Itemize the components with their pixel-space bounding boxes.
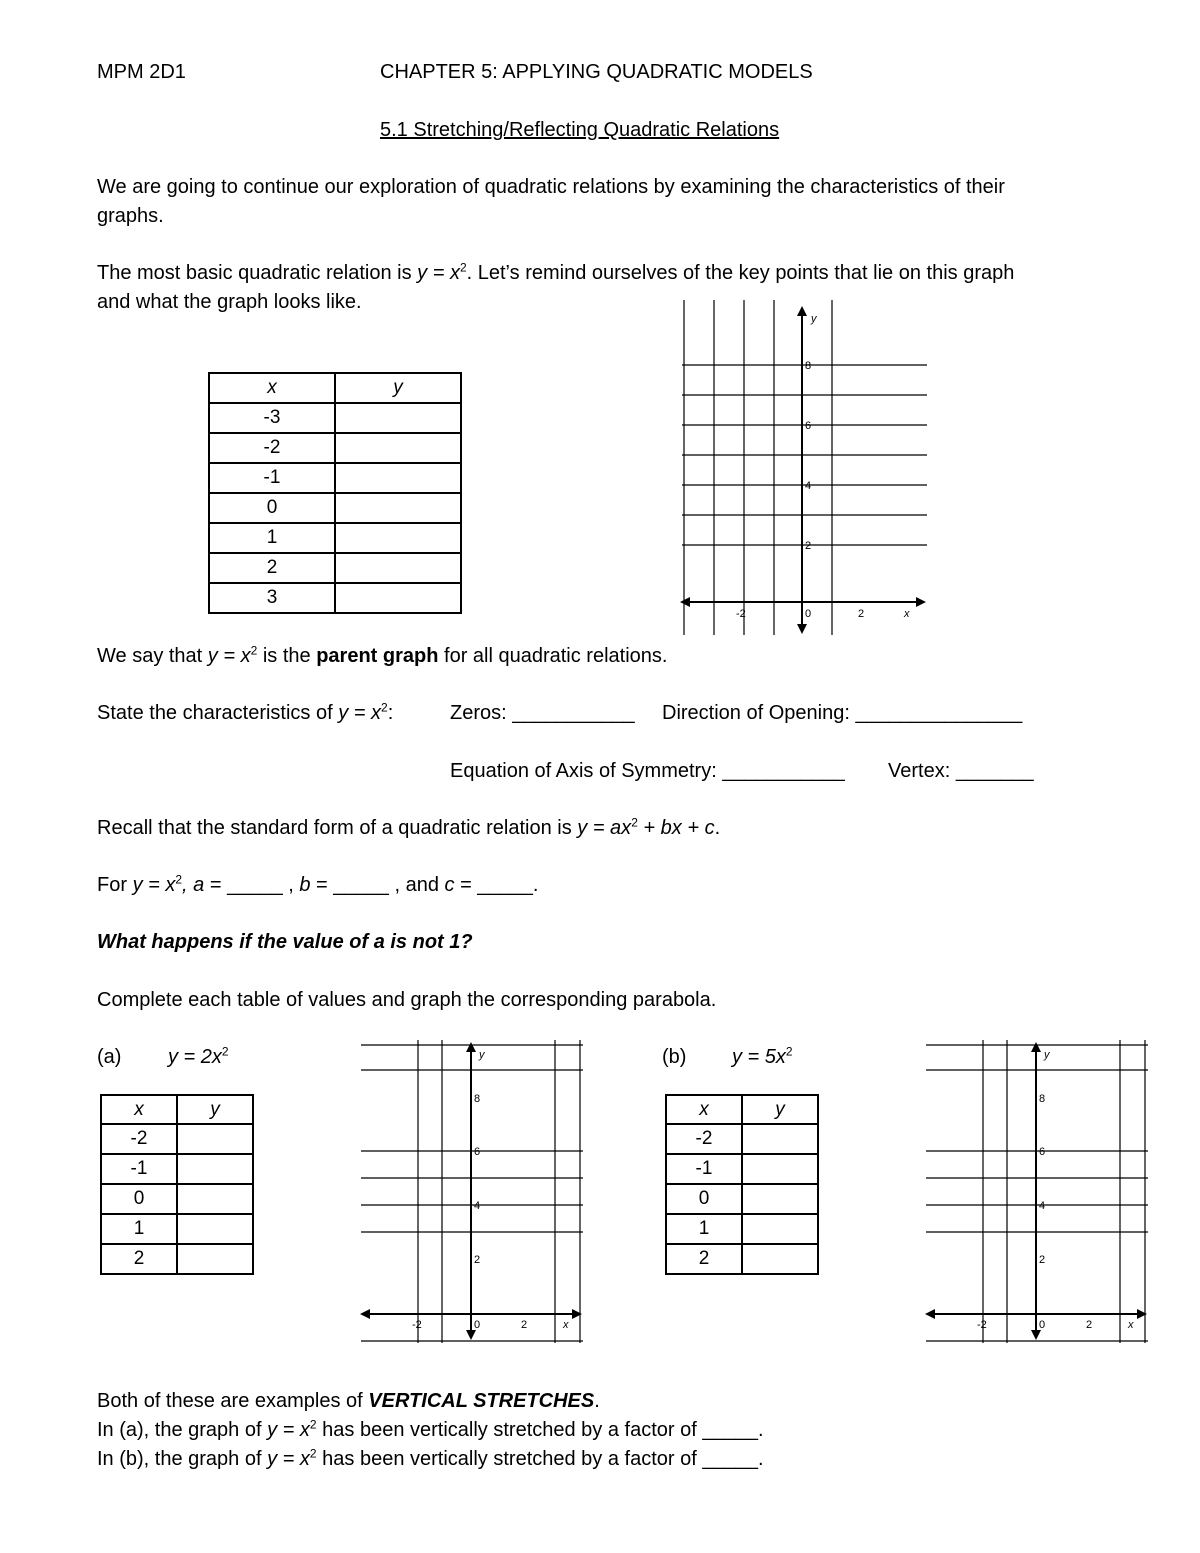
y-tick-label: 6 <box>474 1146 481 1158</box>
table-cell-y-blank[interactable] <box>335 523 461 553</box>
stretch-b-factor-blank[interactable]: has been vertically stretched by a factor of _____. <box>316 1448 764 1470</box>
y-tick-label: 6 <box>805 420 812 432</box>
x-axis-label: x <box>1128 1319 1134 1331</box>
vertical-stretches-term: VERTICAL STRETCHES <box>368 1390 595 1412</box>
table-cell-y-blank[interactable] <box>177 1184 253 1214</box>
section-title: 5.1 Stretching/Reflecting Quadratic Relations <box>380 119 780 141</box>
main-values-table <box>208 372 462 614</box>
table-cell-x: 2 <box>209 553 335 583</box>
x-axis-label: x <box>563 1319 569 1331</box>
stretch-a-intro: In (a), the graph of <box>97 1419 268 1441</box>
y-axis-label: y <box>811 313 817 325</box>
x-tick-label: 0 <box>474 1319 481 1331</box>
guiding-question: What happens if the value of a is not 1? <box>97 931 473 953</box>
stretch-line-b[interactable] <box>97 1446 764 1470</box>
standard-form-eq-part-2: + bx + c <box>637 817 715 839</box>
coefficients-line[interactable] <box>97 872 539 896</box>
x-tick-label: 2 <box>1086 1319 1093 1331</box>
basic-relation-line-1 <box>97 260 1015 284</box>
main-coordinate-grid[interactable] <box>672 300 932 640</box>
table-cell-y-blank[interactable] <box>335 583 461 613</box>
table-header-y: y <box>177 1095 253 1124</box>
y-tick-label: 2 <box>805 540 812 552</box>
x-axis-arrow-left <box>680 597 690 607</box>
y-tick-label: 4 <box>474 1200 481 1212</box>
part-a-eq-text: y = 2x <box>168 1046 222 1068</box>
chapter-title: CHAPTER 5: APPLYING QUADRATIC MODELS <box>380 61 813 83</box>
exponent: 2 <box>250 643 258 658</box>
standard-form-text: Recall that the standard form of a quadratic relation is <box>97 817 578 839</box>
parent-graph-term: parent graph <box>316 645 439 667</box>
x-tick-label: 0 <box>1039 1319 1046 1331</box>
table-cell-x: -3 <box>209 403 335 433</box>
table-cell-x: 3 <box>209 583 335 613</box>
characteristics-colon: : <box>387 702 394 724</box>
y-axis-arrow-up <box>797 306 807 316</box>
part-b-label: (b) <box>662 1046 687 1068</box>
coefficient-b-label: b <box>299 874 311 896</box>
exponent: 2 <box>381 700 388 715</box>
coefficient-c-blank[interactable]: = _____. <box>454 874 539 896</box>
table-cell-y-blank[interactable] <box>742 1124 818 1154</box>
y-tick-label: 6 <box>1039 1146 1046 1158</box>
coefficient-b-blank[interactable]: = _____ , and <box>310 874 445 896</box>
characteristics-prefix: State the characteristics of <box>97 702 339 724</box>
exponent: 2 <box>175 872 183 887</box>
x-tick-label: 2 <box>521 1319 528 1331</box>
y-axis-arrow-down <box>797 624 807 634</box>
table-cell-y-blank[interactable] <box>177 1154 253 1184</box>
parent-equation: y = x <box>207 645 251 667</box>
basic-text-b: . Let’s remind ourselves of the key points that lie on this graph <box>466 262 1015 284</box>
table-cell-y-blank[interactable] <box>335 553 461 583</box>
parent-text-c: for all quadratic relations. <box>438 645 668 667</box>
table-cell-y-blank[interactable] <box>742 1184 818 1214</box>
part-b-coordinate-grid[interactable] <box>923 1038 1153 1348</box>
part-b-eq-text: y = 5x <box>732 1046 786 1068</box>
x-tick-label: -2 <box>412 1319 422 1331</box>
part-b-equation <box>732 1044 793 1068</box>
y-axis-label: y <box>1044 1049 1050 1061</box>
y-axis-arrow-up <box>466 1042 476 1052</box>
y-tick-label: 4 <box>1039 1200 1046 1212</box>
y-axis-arrow-down <box>466 1330 476 1340</box>
y-axis-label: y <box>479 1049 485 1061</box>
direction-of-opening-field[interactable]: Direction of Opening: _______________ <box>662 702 1023 724</box>
axis-of-symmetry-field[interactable]: Equation of Axis of Symmetry: ___________ <box>450 760 845 782</box>
table-cell-y-blank[interactable] <box>335 403 461 433</box>
table-cell-y-blank[interactable] <box>742 1244 818 1274</box>
stretch-line-a[interactable] <box>97 1417 764 1441</box>
parent-text-a: We say that <box>97 645 208 667</box>
zeros-field[interactable]: Zeros: ___________ <box>450 702 635 724</box>
table-cell-y-blank[interactable] <box>177 1244 253 1274</box>
stretch-line-1 <box>97 1391 600 1411</box>
table-cell-y-blank[interactable] <box>335 463 461 493</box>
x-tick-label: -2 <box>736 608 746 620</box>
exponent: 2 <box>785 1044 793 1059</box>
table-cell-y-blank[interactable] <box>742 1214 818 1244</box>
table-header-x: x <box>209 373 335 403</box>
parent-text-b: is the <box>257 645 317 667</box>
table-cell-x: 1 <box>101 1214 177 1244</box>
y-tick-label: 8 <box>1039 1093 1046 1105</box>
exponent: 2 <box>459 260 467 275</box>
table-cell-x: -1 <box>209 463 335 493</box>
x-axis-arrow-left <box>925 1309 935 1319</box>
table-header-y: y <box>742 1095 818 1124</box>
exponent: 2 <box>631 815 638 830</box>
table-cell-y-blank[interactable] <box>177 1214 253 1244</box>
table-cell-y-blank[interactable] <box>742 1154 818 1184</box>
vertex-field[interactable]: Vertex: _______ <box>888 760 1034 782</box>
parent-graph-statement <box>97 643 668 667</box>
y-axis-arrow-up <box>1031 1042 1041 1052</box>
y-tick-label: 4 <box>805 480 812 492</box>
y-tick-label: 8 <box>805 360 812 372</box>
y-tick-label: 2 <box>474 1254 481 1266</box>
exponent: 2 <box>309 1417 317 1432</box>
basic-equation: y = x <box>417 262 460 284</box>
course-code: MPM 2D1 <box>97 61 186 83</box>
y-axis-arrow-down <box>1031 1330 1041 1340</box>
stretch-b-equation: y = x <box>267 1448 310 1470</box>
coefficient-c-label: c <box>444 874 455 896</box>
table-cell-x: -2 <box>666 1124 742 1154</box>
part-a-equation <box>168 1044 229 1068</box>
stretch-b-intro: In (b), the graph of <box>97 1448 268 1470</box>
stretch-a-equation: y = x <box>267 1419 310 1441</box>
table-cell-x: 1 <box>209 523 335 553</box>
characteristics-equation: y = x <box>338 702 382 724</box>
table-cell-x: 2 <box>666 1244 742 1274</box>
coefficient-a-label: , a <box>182 874 205 896</box>
intro-line-1: We are going to continue our exploration of quadratic relations by examining the characteristics of their <box>97 176 1005 198</box>
part-a-coordinate-grid[interactable] <box>358 1038 588 1348</box>
table-cell-x: -1 <box>666 1154 742 1184</box>
stretch-text-c: . <box>594 1390 600 1412</box>
x-axis-arrow-right <box>916 597 926 607</box>
table-cell-x: 2 <box>101 1244 177 1274</box>
standard-form-line <box>97 815 721 839</box>
table-cell-y-blank[interactable] <box>177 1124 253 1154</box>
coefficients-equation: y = x <box>132 874 176 896</box>
grid-lines <box>682 300 927 635</box>
table-cell-y-blank[interactable] <box>335 493 461 523</box>
x-tick-label: 2 <box>858 608 865 620</box>
table-header-y: y <box>335 373 461 403</box>
basic-relation-line-2: and what the graph looks like. <box>97 291 362 313</box>
instruction: Complete each table of values and graph the corresponding parabola. <box>97 989 717 1011</box>
stretch-a-factor-blank[interactable]: has been vertically stretched by a factor of _____. <box>316 1419 764 1441</box>
part-a-values-table <box>100 1094 254 1275</box>
x-axis-label: x <box>904 608 910 620</box>
table-cell-x: -2 <box>209 433 335 463</box>
basic-text-a: The most basic quadratic relation is <box>97 262 418 284</box>
coefficients-for: For <box>97 874 133 896</box>
table-header-x: x <box>666 1095 742 1124</box>
table-cell-x: 1 <box>666 1214 742 1244</box>
y-tick-label: 2 <box>1039 1254 1046 1266</box>
x-axis-arrow-left <box>360 1309 370 1319</box>
standard-form-eq-part-1: y = ax <box>577 817 632 839</box>
table-header-x: x <box>101 1095 177 1124</box>
table-cell-x: 0 <box>101 1184 177 1214</box>
table-cell-x: -2 <box>101 1124 177 1154</box>
x-tick-label: -2 <box>977 1319 987 1331</box>
table-cell-x: -1 <box>101 1154 177 1184</box>
intro-line-2: graphs. <box>97 205 164 227</box>
table-cell-x: 0 <box>666 1184 742 1214</box>
x-tick-label: 0 <box>805 608 812 620</box>
part-a-label: (a) <box>97 1046 122 1068</box>
y-tick-label: 8 <box>474 1093 481 1105</box>
stretch-text-a: Both of these are examples of <box>97 1390 369 1412</box>
characteristics-prompt <box>97 700 394 724</box>
table-cell-y-blank[interactable] <box>335 433 461 463</box>
coefficient-a-blank[interactable]: = _____ , <box>204 874 300 896</box>
part-b-values-table <box>665 1094 819 1275</box>
standard-form-end: . <box>714 817 721 839</box>
exponent: 2 <box>221 1044 229 1059</box>
exponent: 2 <box>309 1446 317 1461</box>
table-cell-x: 0 <box>209 493 335 523</box>
